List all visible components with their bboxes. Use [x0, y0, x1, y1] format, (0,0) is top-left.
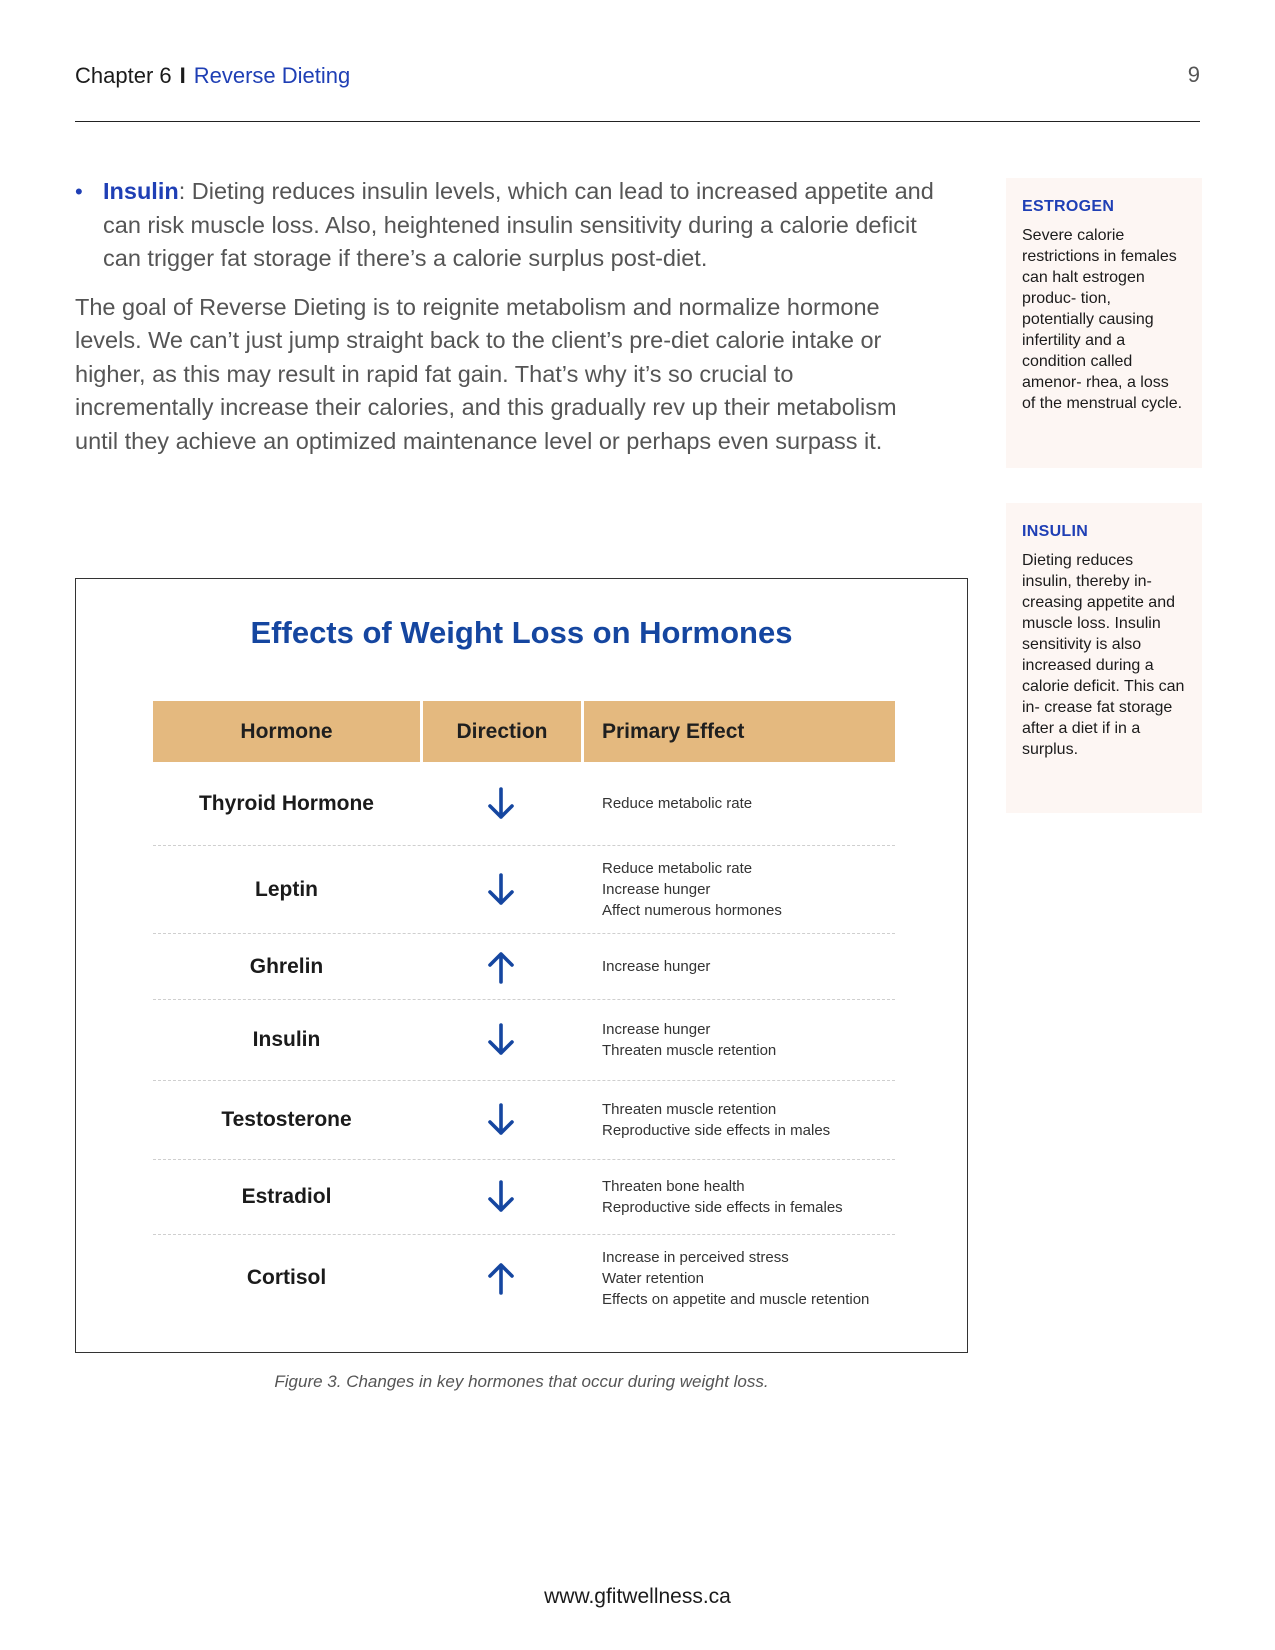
arrow-down-icon: [486, 786, 516, 822]
column-header-direction: Direction: [423, 701, 581, 762]
hormone-name: Leptin: [255, 877, 318, 901]
hormone-name: Ghrelin: [249, 954, 324, 978]
chapter-heading: [75, 63, 350, 89]
hormone-name: Testosterone: [221, 1108, 352, 1131]
effect-line: Threaten muscle retention: [602, 1101, 777, 1118]
effect-line: Increase in perceived stress: [602, 1248, 789, 1266]
hormone-table-figure: [75, 578, 968, 1353]
chapter-title: Reverse Dieting: [193, 63, 351, 88]
table-row: [153, 1081, 895, 1160]
arrow-down-icon: [486, 1102, 516, 1138]
header-divider: [75, 121, 1200, 122]
bullet-icon: •: [75, 179, 83, 204]
chapter-label: Chapter 6: [75, 63, 172, 88]
bullet-term: Insulin: [103, 178, 179, 204]
effect-line: Threaten bone health: [602, 1178, 745, 1195]
arrow-up-icon: [486, 949, 516, 985]
bullet-text: : Dieting reduces insulin levels, which can lead to increased appetite and can risk muscle loss. Also, heightened insulin sensitivity during a calorie deficit can trigger fat storage if there’s a calorie surplus post-diet.: [103, 178, 934, 271]
table-row: [153, 1160, 895, 1235]
table-row: [153, 762, 895, 846]
primary-effect-cell: [581, 1247, 895, 1310]
column-header-primary-effect: Primary Effect: [584, 701, 895, 762]
direction-cell: [420, 1022, 581, 1058]
arrow-down-icon: [486, 1022, 516, 1058]
primary-effect-cell: [581, 956, 895, 977]
primary-effect-cell: [581, 1099, 895, 1141]
sidebar-note-insulin: [1006, 503, 1202, 813]
hormone-name: Insulin: [252, 1028, 321, 1051]
header-separator: I: [179, 63, 186, 88]
page-header: [75, 58, 1200, 88]
figure-title: Effects of Weight Loss on Hormones: [250, 615, 793, 650]
effect-line: Increase hunger: [602, 958, 711, 975]
effect-line: Threaten muscle retention: [602, 1042, 777, 1059]
primary-effect-cell: [581, 858, 895, 921]
sidebar-note-label: ESTROGEN: [1022, 198, 1115, 215]
effect-line: Affect numerous hormones: [602, 902, 782, 919]
effect-line: Reproductive side effects in males: [602, 1122, 831, 1139]
direction-cell: [420, 786, 581, 822]
effect-line: Effects on appetite and muscle retention: [602, 1290, 870, 1308]
table-body: [153, 762, 895, 1321]
sidebar-note-text: Dieting reduces insulin, thereby in- creasing appetite and muscle loss. Insulin sensitivity is also increased during a calorie deficit. This can in- crease fat storage after a diet if in a surplus.: [1022, 552, 1185, 758]
arrow-up-icon: [486, 1260, 516, 1296]
direction-cell: [420, 1179, 581, 1215]
primary-effect-cell: [581, 793, 895, 814]
hormone-name: Thyroid Hormone: [198, 791, 374, 815]
direction-cell: [420, 949, 581, 985]
direction-cell: [420, 1102, 581, 1138]
table-row: [153, 1000, 895, 1081]
effect-line: Increase hunger: [602, 1021, 711, 1038]
table-row: [153, 846, 895, 934]
footer-website[interactable]: www.gfitwellness.ca: [544, 1585, 731, 1608]
column-header-hormone: Hormone: [153, 701, 420, 762]
effect-line: Increase hunger: [602, 881, 711, 898]
primary-effect-cell: [581, 1176, 895, 1218]
arrow-down-icon: [486, 872, 516, 908]
bullet-item: [75, 175, 935, 276]
sidebar-note-estrogen: [1006, 178, 1202, 468]
arrow-down-icon: [486, 1179, 516, 1215]
main-content: [75, 175, 935, 458]
effect-line: Reduce metabolic rate: [602, 860, 753, 877]
sidebar-note-text: Severe calorie restrictions in females can halt estrogen produc- tion, potentially causing infertility and a condition called amenor- rhea, a loss of the menstrual cycle.: [1022, 227, 1183, 412]
direction-cell: [420, 1260, 581, 1296]
figure-caption: Figure 3. Changes in key hormones that occur during weight loss.: [274, 1372, 769, 1391]
primary-effect-cell: [581, 1019, 895, 1061]
effect-line: Water retention: [602, 1269, 704, 1287]
effect-line: Reduce metabolic rate: [602, 795, 753, 812]
table-row: [153, 1235, 895, 1321]
direction-cell: [420, 872, 581, 908]
effect-line: Reproductive side effects in females: [602, 1199, 843, 1216]
table-row: [153, 934, 895, 1000]
hormone-name: Estradiol: [241, 1185, 332, 1208]
sidebar-note-label: INSULIN: [1022, 523, 1089, 540]
hormone-name: Cortisol: [246, 1266, 327, 1289]
body-paragraph: The goal of Reverse Dieting is to reignite metabolism and normalize hormone levels. We can’t just jump straight back to the client’s pre-diet calorie intake or higher, as this may result in rapid fat gain. That’s why it’s so crucial to incrementally increase their calories, and this gradually rev up their metabolism until they achieve an optimized maintenance level or perhaps even surpass it.: [75, 293, 897, 454]
table-header: [153, 701, 895, 762]
page-number: 9: [1187, 62, 1200, 87]
